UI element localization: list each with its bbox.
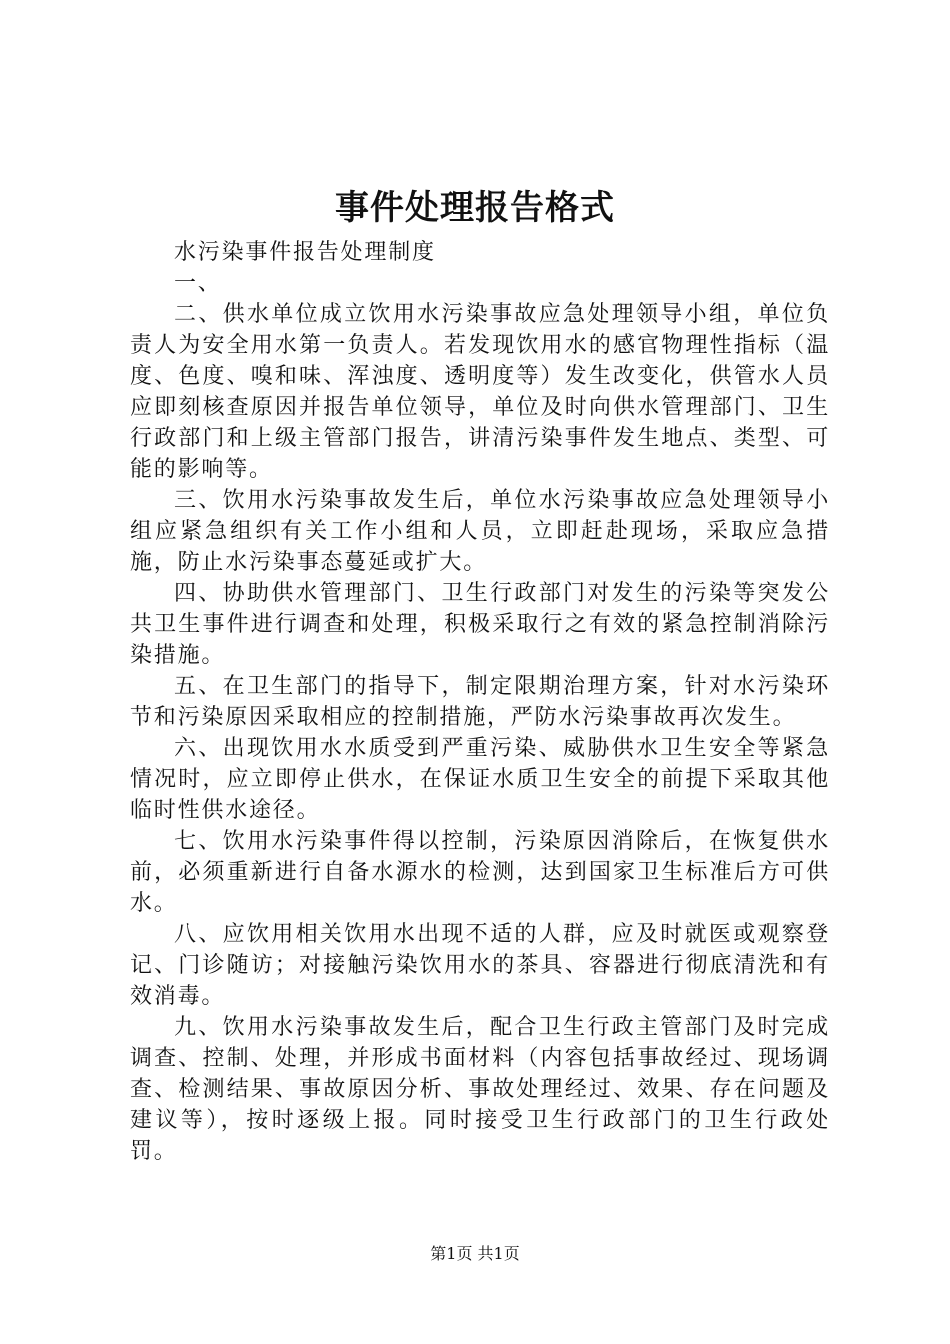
paragraph-item-7: 七、饮用水污染事件得以控制，污染原因消除后，在恢复供水前，必须重新进行自备水源水的检测，达到国家卫生标准后方可供水。	[130, 829, 830, 916]
paragraph-item-8: 八、应饮用相关饮用水出现不适的人群，应及时就医或观察登记、门诊随访；对接触污染饮用水的茶具、容器进行彻底清洗和有效消毒。	[130, 922, 830, 1009]
paragraph-item-4: 四、协助供水管理部门、卫生行政部门对发生的污染等突发公共卫生事件进行调查和处理，积极采取行之有效的紧急控制消除污染措施。	[130, 581, 830, 668]
paragraph-item-5: 五、在卫生部门的指导下，制定限期治理方案，针对水污染环节和污染原因采取相应的控制措施，严防水污染事故再次发生。	[130, 674, 830, 730]
paragraph-item-2: 二、供水单位成立饮用水污染事故应急处理领导小组，单位负责人为安全用水第一负责人。若发现饮用水的感官物理性指标（温度、色度、嗅和味、浑浊度、透明度等）发生改变化，供管水人员应即刻核查原因并报告单位领导，单位及时向供水管理部门、卫生行政部门和上级主管部门报告，讲清污染事件发生地点、类型、可能的影响等。	[130, 302, 830, 482]
document-title: 事件处理报告格式	[335, 188, 615, 228]
page-footer: 第1页 共1页	[430, 1244, 520, 1263]
paragraph-item-6: 六、出现饮用水水质受到严重污染、威胁供水卫生安全等紧急情况时，应立即停止供水，在保证水质卫生安全的前提下采取其他临时性供水途径。	[130, 736, 830, 823]
paragraph-item-3: 三、饮用水污染事故发生后，单位水污染事故应急处理领导小组应紧急组织有关工作小组和人员，立即赶赴现场，采取应急措施，防止水污染事态蔓延或扩大。	[130, 488, 830, 575]
paragraph-item-1: 一、	[174, 271, 222, 296]
paragraph-item-9: 九、饮用水污染事故发生后，配合卫生行政主管部门及时完成调查、控制、处理，并形成书面材料（内容包括事故经过、现场调查、检测结果、事故原因分析、事故处理经过、效果、存在问题及建议等），按时逐级上报。同时接受卫生行政部门的卫生行政处罚。	[130, 1015, 830, 1164]
document-body	[130, 237, 830, 1167]
paragraph-heading: 水污染事件报告处理制度	[174, 240, 436, 265]
